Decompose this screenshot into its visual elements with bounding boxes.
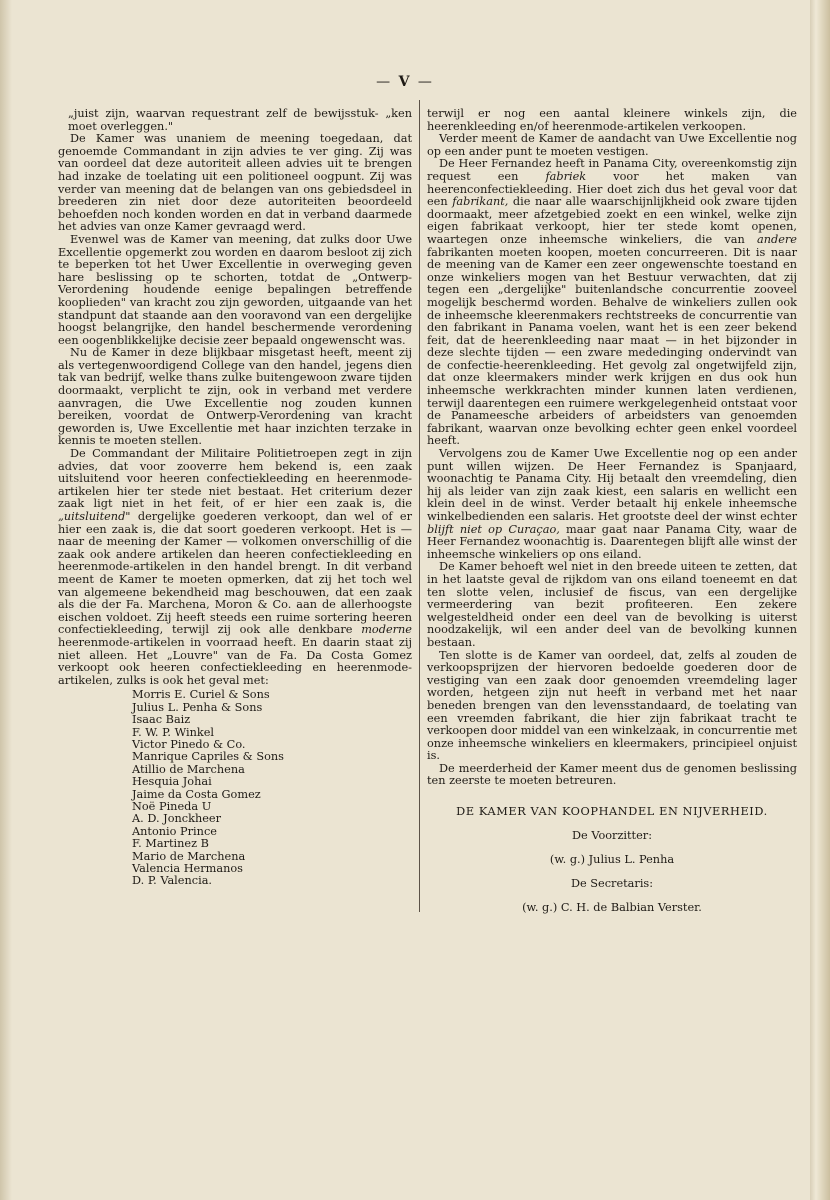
paragraph: Verder meent de Kamer de aandacht van Uwe Excellentie nog op een ander punt te moeten vestigen. — [427, 132, 797, 158]
paragraph — [427, 448, 797, 561]
text-run: heerenmode-artikelen in voorraad heeft. En daarin staat zij niet alleen. Het „Louvre" van de Fa. Da Costa Gomez verkoopt ook heeren confectiekleeding en heerenmode-artikelen, zulks is ook het geval met: — [58, 635, 412, 687]
emphasis: fabriek — [545, 169, 587, 183]
page-number-header — [0, 74, 810, 90]
signature-block — [427, 800, 797, 920]
secretary-title: De Secretaris: — [570, 877, 654, 891]
page-number-suffix: — — [417, 74, 434, 90]
text-run: voor het maken van heerenconfectiekleeding. Hier doet zich dus het geval voor dat een — [427, 169, 797, 209]
secretary-signature: (w. g.) C. H. de Balbian Verster. — [522, 901, 702, 915]
paragraph: terwijl er nog een aantal kleinere winkels zijn, die heerenkleeding en/of heerenmode-artikelen verkoopen. — [427, 107, 797, 133]
list-item: Noë Pineda U — [132, 799, 212, 813]
list-item: F. Martinez B — [132, 837, 209, 851]
paragraph: De Kamer was unaniem de meening toegedaan, dat genoemde Commandant in zijn advies te ver ging. Zij was van oordeel dat deze autoriteit alleen advies uit te brengen had inzake de toelating uit een politioneel oogpunt. Zij was verder van meening dat de belangen van ons gebiedsdeel in breederen zin niet door deze autoriteiten beoordeeld behoefden noch konden worden en dat in verband daarmede het advies van onze Kamer gevraagd werd. — [58, 132, 412, 234]
list-item: Victor Pinedo & Co. — [132, 737, 246, 751]
paragraph — [427, 158, 797, 448]
paragraph: De Kamer behoeft wel niet in den breede uiteen te zetten, dat in het laatste geval de rijkdom van ons eiland toeneemt en dat ten slotte velen, inclusief de fiscus, van een dergelijke vermeerdering van bezit profiteeren. Een zekere welgesteldheid onder een deel van de bevolking is uiterst noodzakelijk, wil een ander deel van de bevolking kunnen bestaan. — [427, 560, 797, 649]
emphasis: blijft niet op Curaçao, — [427, 522, 560, 536]
organization-name: DE KAMER VAN KOOPHANDEL EN NIJVERHEID. — [456, 805, 768, 819]
list-item: Manrique Capriles & Sons — [132, 750, 284, 764]
text-run: fabrikanten moeten koopen, moeten concurreeren. Dit is naar de meening van de Kamer een zeer ongewenschte toestand en onze winkeliers mogen van het Bestuur verwachten, dat zij tegen een „dergelijke" buitenlandsche concurrentie zooveel mogelijk beschermd worden. Behalve de winkeliers zullen ook de inheemsche kleerenmakers rechtstreeks de concurrentie van den fabrikant in Panama voelen, want het is een zeer bekend feit, dat de heerenkleeding naar maat — in het bijzonder in deze slechte tijden — een zware mededinging ondervindt van de confectie-heerenkleeding. Het gevolg zal ongetwijfeld zijn, dat onze kleermakers minder werk krijgen en dus ook hun inheemsche werkkrachten minder kunnen laten verdienen, terwijl daarentegen een ruimere werkgelegenheid ontstaat voor de Panameesche arbeiders of arbeidsters van genoemden fabrikant, waarvan onze bevolking echter geen enkel voordeel heeft. — [427, 245, 797, 448]
list-item: Julius L. Penha & Sons — [132, 700, 263, 714]
list-item: D. P. Valencia. — [132, 874, 213, 888]
paragraph: Nu de Kamer in deze blijkbaar misgetast heeft, meent zij als vertegenwoordigend College van den handel, jegens dien tak van bedrijf, welke thans zulke buitengewoon zware tijden doormaakt, verplicht te zijn, ook in verband met verdere aanvragen, die Uwe Excellentie nog zouden kunnen bereiken, voordat de Ontwerp-Verordening van kracht geworden is, Uwe Excellentie met haar inzichten terzake in kennis te moeten stellen. — [58, 346, 412, 448]
list-item: Valencia Hermanos — [132, 862, 243, 875]
emphasis: andere — [756, 232, 797, 246]
emphasis: moderne — [361, 623, 412, 637]
list-item: Atillio de Marchena — [132, 762, 245, 776]
list-item: A. D. Jonckheer — [132, 812, 222, 826]
chair-title: De Voorzitter: — [572, 829, 652, 843]
text-run: die naar alle waarschijnlijkheid ook zware tijden doormaakt, meer afzetgebied zoekt en een winkel, welke zijn eigen fabrikaat verkoopt, hier ter stede komt openen, waartegen onze inheemsche winkeliers, die van — [427, 195, 797, 246]
page-number-prefix: — — [376, 74, 393, 90]
list-item: Jaime da Costa Gomez — [132, 787, 261, 801]
emphasis: „uitsluitend" — [58, 510, 131, 523]
quote-paragraph: „juist zijn, waarvan requestrant zelf de bewijsstuk- „ken moet overleggen." — [68, 107, 412, 133]
paragraph: Evenwel was de Kamer van meening, dat zulks door Uwe Excellentie opgemerkt zou worden en daarom besloot zij zich te beperken tot het Uwer Excellentie in overweging geven hare beslissing op te schorten, totdat de „Ontwerp-Verordening houdende eenige bepalingen betreffende kooplieden" van kracht zou zijn geworden, uitgaande van het standpunt dat staande aan den vooravond van een dergelijke hoogst belangrijke, den handel beschermende verordening een oogenblikkelijke decisie zeer bepaald ongewenscht was. — [58, 232, 412, 347]
paragraph: Ten slotte is de Kamer van oordeel, dat, zelfs al zouden de verkoopsprijzen der hiervoren bedoelde goederen door de vestiging van een zaak door genoemden vreemdeling lager worden, hetgeen zijn nut heeft in verband met het naar beneden brengen van den levensstandaard, de toelating van een vreemden fabrikant, die hier zijn fabrikaat tracht te verkoopen door middel van een winkelzaak, in concurrentie met onze inheemsche winkeliers en kleermakers, principieel onjuist is. — [427, 648, 797, 763]
text-run: De Commandant der Militaire Politietroepen zegt in zijn advies, dat voor zooverre hem bekend is, een zaak uitsluitend voor heeren confectiekleeding en heerenmode-artikelen hier ter stede niet bestaat. Het criterium dezer zaak ligt niet in het feit, of er hier een zaak is, die — [58, 447, 412, 511]
list-item: Mario de Marchena — [132, 849, 246, 863]
text-run: De Heer Fernandez heeft in Panama City, overeenkomstig zijn request een — [427, 157, 797, 183]
paragraph: De meerderheid der Kamer meent dus de genomen beslissing ten zeerste te moeten betreuren. — [427, 761, 797, 788]
chair-signature: (w. g.) Julius L. Penha — [549, 853, 675, 867]
emphasis: fabrikant, — [452, 195, 509, 209]
binding-shadow — [0, 0, 12, 1200]
text-run: Vervolgens zou de Kamer Uwe Excellentie nog op een ander punt willen wijzen. De Heer Fernandez is Spanjaard, woonachtig te Panama City. Hij betaalt den vreemdeling, dien hij als leider van zijn zaak kiest, een salaris en wellicht een klein deel in de winst. Verder betaalt hij enkele inheemsche winkelbedienden een salaris. Het grootste deel der winst echter — [427, 447, 797, 523]
left-column — [58, 108, 412, 888]
paragraph — [58, 448, 412, 687]
list-item: Antonio Prince — [132, 824, 217, 838]
text-run: maar gaat naar Panama City, waar de Heer Fernandez woonachtig is. Daarentegen blijft alle winst der inheemsche winkeliers op ons eiland. — [427, 522, 797, 561]
column-divider — [419, 100, 420, 912]
list-item: Hesquia Johai — [132, 775, 212, 789]
list-item: F. W. P. Winkel — [132, 725, 215, 739]
merchant-list — [58, 689, 412, 888]
list-item: Isaac Baiz — [132, 713, 191, 727]
list-item: Morris E. Curiel & Sons — [132, 688, 270, 702]
page-number: V — [398, 74, 412, 90]
right-column — [427, 108, 797, 920]
next-page-edge — [810, 0, 830, 1200]
text-run: dergelijke goederen verkoopt, dan wel of er hier een zaak is, die dat soort goederen verkoopt. Het is — naar de meening der Kamer — volkomen onverschillig of die zaak ook andere artikelen dan heeren confectiekleeding en heerenmode-artikelen in den handel brengt. In dit verband meent de Kamer te moeten opmerken, dat zij het toch wel van algemeene bekendheid mag beschouwen, dat een zaak als die der Fa. Marchena, Moron & Co. aan de allerhoogste eischen voldoet. Zij heeft steeds een ruime sortering heeren confectiekleeding, terwijl zij ook alle denkbare — [58, 510, 412, 637]
